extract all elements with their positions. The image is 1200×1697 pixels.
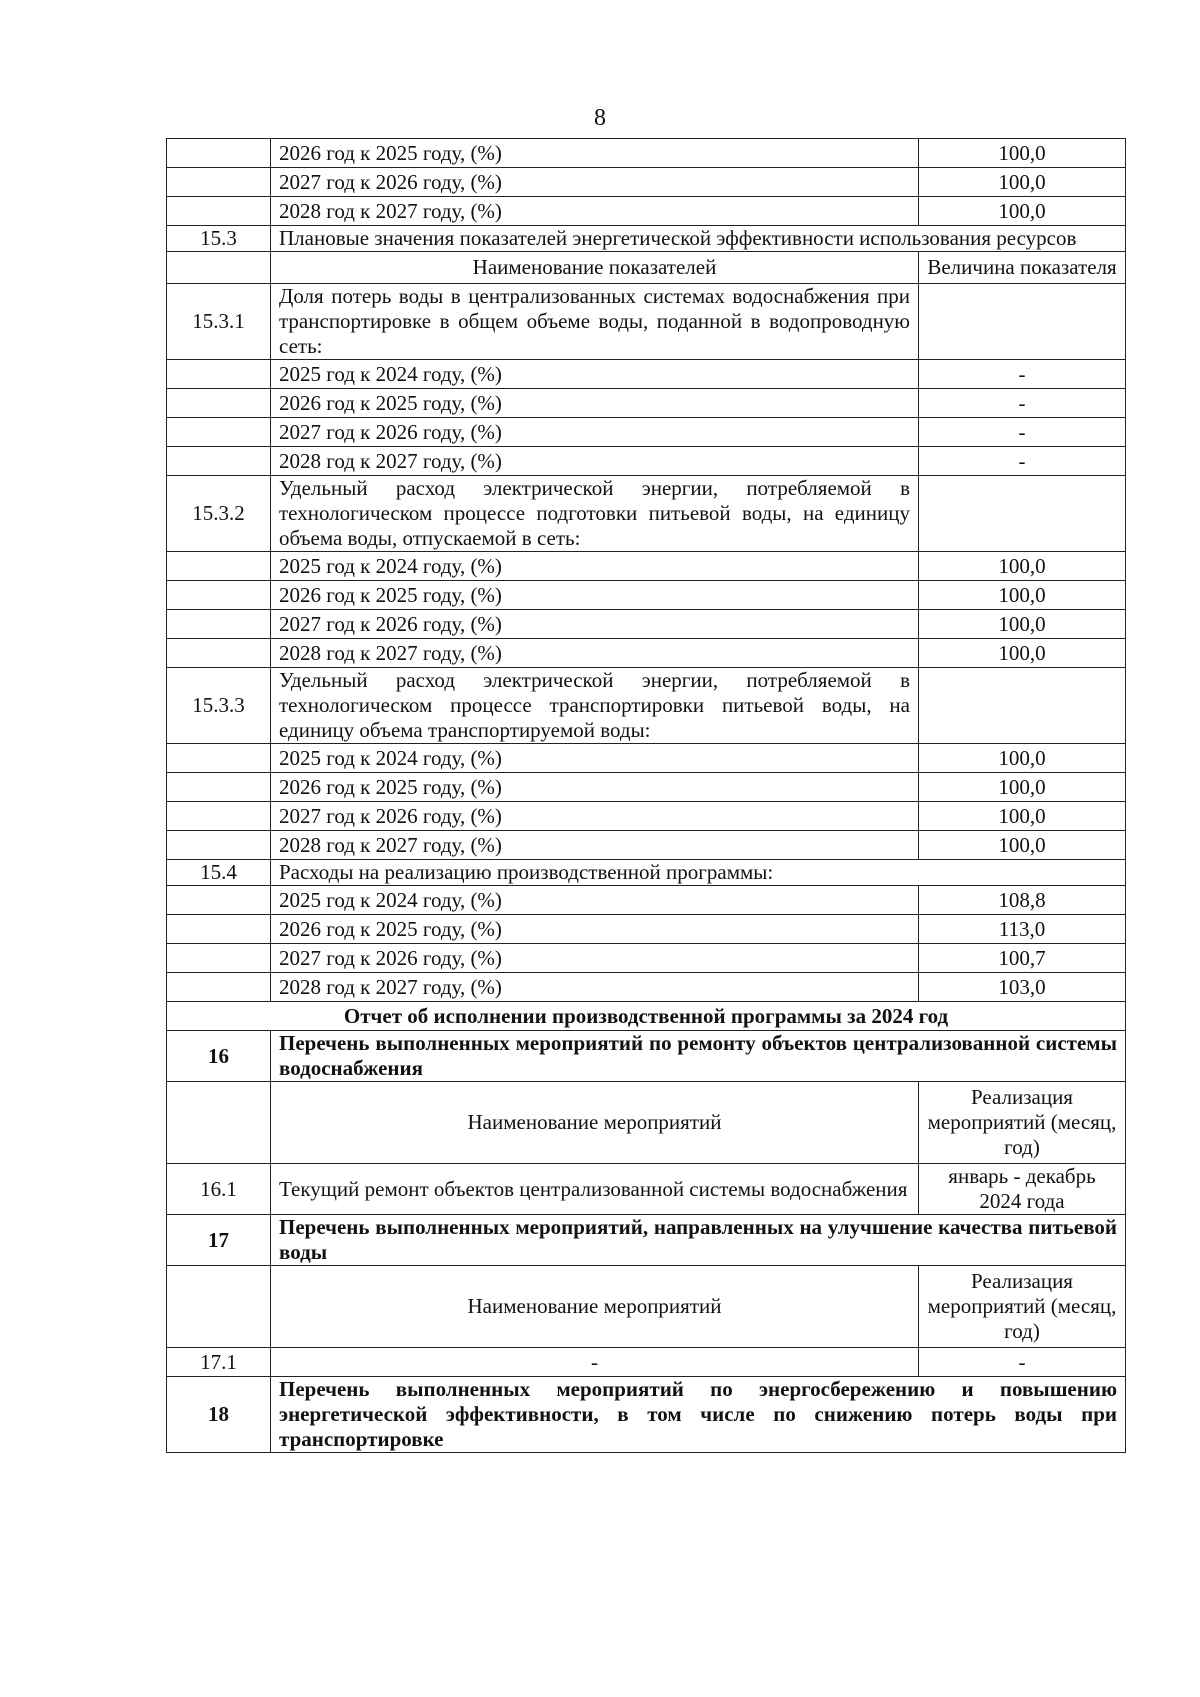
row-number xyxy=(167,581,271,610)
row-description: 2028 год к 2027 году, (%) xyxy=(271,447,919,476)
table-row xyxy=(167,197,1126,226)
row-number: 16.1 xyxy=(167,1164,271,1215)
table-row xyxy=(167,418,1126,447)
table-row xyxy=(167,476,1126,552)
row-number: 18 xyxy=(167,1377,271,1453)
row-value: 100,0 xyxy=(919,773,1126,802)
page-number: 8 xyxy=(594,105,606,131)
row-value xyxy=(919,668,1126,744)
section-title: Отчет об исполнении производственной программы за 2024 год xyxy=(167,1002,1126,1031)
row-value: - xyxy=(919,389,1126,418)
indicators-table-body xyxy=(167,139,1126,1453)
column-header-value: Величина показателя xyxy=(919,252,1126,284)
row-description: 2025 год к 2024 году, (%) xyxy=(271,360,919,389)
row-number: 15.3.2 xyxy=(167,476,271,552)
row-number xyxy=(167,639,271,668)
section-heading: Перечень выполненных мероприятий по ремонту объектов централизованной системы водоснабжения xyxy=(271,1031,1126,1082)
row-description: 2025 год к 2024 году, (%) xyxy=(271,886,919,915)
row-number xyxy=(167,610,271,639)
row-value: 100,0 xyxy=(919,610,1126,639)
row-description: 2027 год к 2026 году, (%) xyxy=(271,802,919,831)
row-number xyxy=(167,915,271,944)
section-heading: Перечень выполненных мероприятий, направленных на улучшение качества питьевой воды xyxy=(271,1215,1126,1266)
row-description: - xyxy=(271,1348,919,1377)
row-number: 16 xyxy=(167,1031,271,1082)
row-description: 2025 год к 2024 году, (%) xyxy=(271,744,919,773)
row-value: 100,0 xyxy=(919,639,1126,668)
indicators-table xyxy=(166,138,1126,1453)
row-description: 2025 год к 2024 году, (%) xyxy=(271,552,919,581)
row-description: 2028 год к 2027 году, (%) xyxy=(271,831,919,860)
row-number xyxy=(167,802,271,831)
row-description: Удельный расход электрической энергии, потребляемой в технологическом процессе подготовки питьевой воды, на единицу объема воды, отпускаемой в сеть: xyxy=(271,476,919,552)
row-number xyxy=(167,418,271,447)
row-number: 15.3.3 xyxy=(167,668,271,744)
row-description: 2026 год к 2025 году, (%) xyxy=(271,139,919,168)
row-number xyxy=(167,447,271,476)
row-value xyxy=(919,476,1126,552)
row-number: 15.3.1 xyxy=(167,284,271,360)
row-number xyxy=(167,197,271,226)
column-header-name: Наименование мероприятий xyxy=(271,1266,919,1348)
row-description: Доля потерь воды в централизованных системах водоснабжения при транспортировке в общем объеме воды, поданной в водопроводную сеть: xyxy=(271,284,919,360)
row-value: 100,0 xyxy=(919,802,1126,831)
table-row xyxy=(167,915,1126,944)
table-row xyxy=(167,773,1126,802)
table-row xyxy=(167,639,1126,668)
row-number xyxy=(167,773,271,802)
row-description: 2026 год к 2025 году, (%) xyxy=(271,773,919,802)
table-row xyxy=(167,744,1126,773)
column-header-value: Реализация мероприятий (месяц, год) xyxy=(919,1266,1126,1348)
column-header-name: Наименование показателей xyxy=(271,252,919,284)
table-row xyxy=(167,1031,1126,1082)
row-description: 2026 год к 2025 году, (%) xyxy=(271,915,919,944)
table-row xyxy=(167,886,1126,915)
row-value: 113,0 xyxy=(919,915,1126,944)
table-row xyxy=(167,802,1126,831)
row-number xyxy=(167,944,271,973)
row-value: 103,0 xyxy=(919,973,1126,1002)
table-row xyxy=(167,1348,1126,1377)
section-heading: Перечень выполненных мероприятий по энергосбережению и повышению энергетической эффективности, в том числе по снижению потерь воды при транспортировке xyxy=(271,1377,1126,1453)
table-row xyxy=(167,447,1126,476)
row-number xyxy=(167,886,271,915)
row-description: 2027 год к 2026 году, (%) xyxy=(271,610,919,639)
row-value: 108,8 xyxy=(919,886,1126,915)
row-value: 100,0 xyxy=(919,831,1126,860)
table-row xyxy=(167,139,1126,168)
table-row xyxy=(167,610,1126,639)
row-description: 2027 год к 2026 году, (%) xyxy=(271,418,919,447)
row-value: - xyxy=(919,1348,1126,1377)
row-description: Текущий ремонт объектов централизованной системы водоснабжения xyxy=(271,1164,919,1215)
row-description: 2028 год к 2027 году, (%) xyxy=(271,197,919,226)
table-row xyxy=(167,973,1126,1002)
table-row xyxy=(167,581,1126,610)
row-description: Удельный расход электрической энергии, потребляемой в технологическом процессе транспортировки питьевой воды, на единицу объема транспортируемой воды: xyxy=(271,668,919,744)
table-row xyxy=(167,552,1126,581)
row-description: 2028 год к 2027 году, (%) xyxy=(271,973,919,1002)
row-description: 2026 год к 2025 году, (%) xyxy=(271,581,919,610)
row-value: - xyxy=(919,360,1126,389)
row-number xyxy=(167,168,271,197)
row-description: 2026 год к 2025 году, (%) xyxy=(271,389,919,418)
row-number: 17.1 xyxy=(167,1348,271,1377)
section-heading: Расходы на реализацию производственной программы: xyxy=(271,860,1126,886)
section-heading: Плановые значения показателей энергетической эффективности использования ресурсов xyxy=(271,226,1126,252)
table-row xyxy=(167,252,1126,284)
row-value: 100,0 xyxy=(919,168,1126,197)
row-value: 100,0 xyxy=(919,744,1126,773)
table-row xyxy=(167,226,1126,252)
row-number: 15.3 xyxy=(167,226,271,252)
table-row xyxy=(167,668,1126,744)
row-number xyxy=(167,252,271,284)
row-value: 100,7 xyxy=(919,944,1126,973)
row-description: 2027 год к 2026 году, (%) xyxy=(271,944,919,973)
table-row xyxy=(167,1002,1126,1031)
table-row xyxy=(167,1377,1126,1453)
table-row xyxy=(167,1082,1126,1164)
row-value: 100,0 xyxy=(919,139,1126,168)
table-row xyxy=(167,1215,1126,1266)
row-value: - xyxy=(919,418,1126,447)
row-value: 100,0 xyxy=(919,197,1126,226)
table-row xyxy=(167,389,1126,418)
row-number xyxy=(167,744,271,773)
row-number: 17 xyxy=(167,1215,271,1266)
table-row xyxy=(167,284,1126,360)
row-number xyxy=(167,552,271,581)
table-row xyxy=(167,1266,1126,1348)
row-number xyxy=(167,831,271,860)
row-number xyxy=(167,389,271,418)
row-number xyxy=(167,139,271,168)
row-value: январь - декабрь 2024 года xyxy=(919,1164,1126,1215)
table-row xyxy=(167,860,1126,886)
row-number xyxy=(167,1082,271,1164)
row-number: 15.4 xyxy=(167,860,271,886)
row-number xyxy=(167,360,271,389)
row-description: 2027 год к 2026 году, (%) xyxy=(271,168,919,197)
row-number xyxy=(167,1266,271,1348)
column-header-name: Наименование мероприятий xyxy=(271,1082,919,1164)
row-value: - xyxy=(919,447,1126,476)
row-value xyxy=(919,284,1126,360)
table-row xyxy=(167,831,1126,860)
table-row xyxy=(167,360,1126,389)
table-row xyxy=(167,944,1126,973)
row-number xyxy=(167,973,271,1002)
table-row xyxy=(167,168,1126,197)
column-header-value: Реализация мероприятий (месяц, год) xyxy=(919,1082,1126,1164)
row-description: 2028 год к 2027 году, (%) xyxy=(271,639,919,668)
row-value: 100,0 xyxy=(919,581,1126,610)
table-row xyxy=(167,1164,1126,1215)
row-value: 100,0 xyxy=(919,552,1126,581)
